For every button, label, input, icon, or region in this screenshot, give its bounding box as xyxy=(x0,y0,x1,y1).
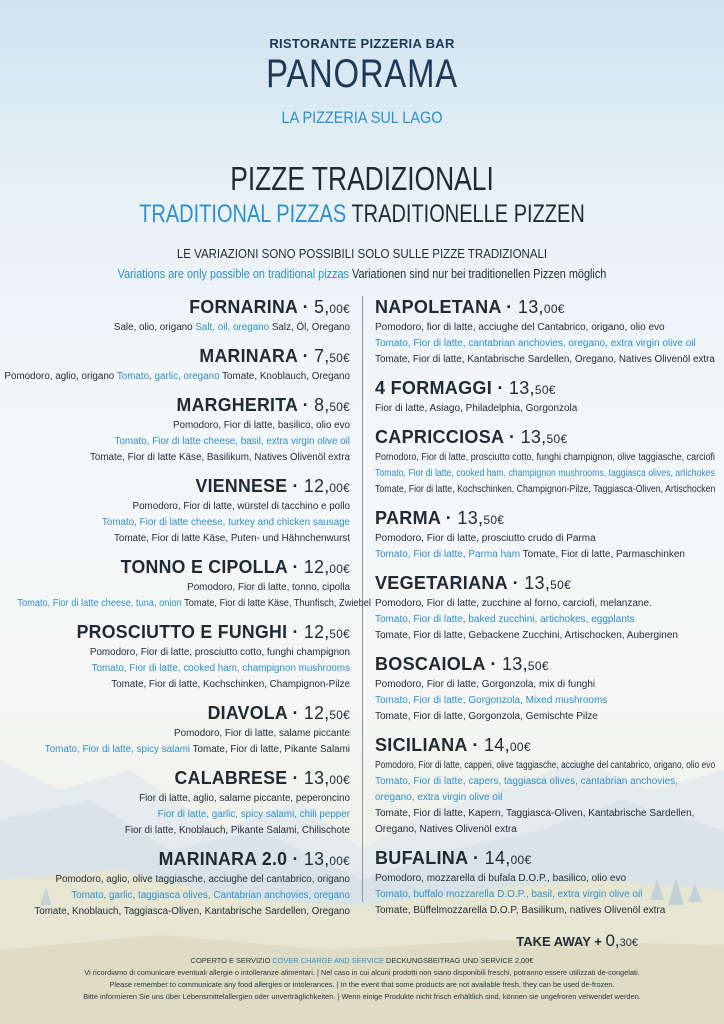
pizza-name: FORNARINA xyxy=(189,297,298,317)
pizza-name: MARGHERITA xyxy=(176,395,298,415)
pizza-item-prosciutto-e-funghi xyxy=(0,621,350,693)
allergy-note-en: Please remember to communicate any food allergies or intolerances. | In the event that some products are not available fresh, they can be used de-frozen. xyxy=(109,980,615,989)
pizza-price-cents: 00€ xyxy=(510,853,532,867)
variations-note-en: Variations are only possible on traditional pizzas xyxy=(117,267,349,281)
ingredients-text: Fior di latte, Asiago, Philadelphia, Gorgonzola xyxy=(375,403,578,414)
ingredients-line xyxy=(0,418,350,434)
section-title: PIZZE TRADIZIONALI xyxy=(230,160,494,197)
pizza-title xyxy=(375,847,715,871)
pizza-price: 14, xyxy=(484,848,511,868)
pizza-title xyxy=(375,572,715,596)
pizza-name: BOSCAIOLA xyxy=(375,654,486,674)
pizza-price: 12, xyxy=(303,557,330,577)
pizza-title xyxy=(375,377,715,401)
pizza-price-cents: 00€ xyxy=(329,481,350,495)
pizza-item-viennese xyxy=(0,475,350,547)
pizza-price: 13, xyxy=(524,573,551,593)
pizza-item-calabrese xyxy=(0,767,350,839)
menu-column-right xyxy=(375,296,715,928)
ingredients-text: Pomodoro, Fior di latte, prosciutto cotto, funghi champignon xyxy=(89,647,351,658)
ingredients-translation: Tomato, Fior di latte cheese, turkey and chicken sausage xyxy=(101,517,350,528)
ingredients-text: Pomodoro, Fior di latte, zucchine al forno, carciofi, melanzane. xyxy=(375,598,652,609)
pizza-name: CAPRICCIOSA xyxy=(375,427,504,447)
ingredients-text: Tomate, Fior di latte, Kantabrische Sardellen, Oregano, Natives Olivenöl extra xyxy=(375,354,715,365)
variations-note-de: Variationen sind nur bei traditionellen Pizzen möglich xyxy=(352,267,607,281)
price-separator: · xyxy=(287,768,304,788)
ingredients-line xyxy=(375,352,715,368)
pizza-title xyxy=(0,621,350,645)
pizza-price-cents: 50€ xyxy=(527,659,549,673)
pizza-name: PROSCIUTTO E FUNGHI xyxy=(76,622,288,642)
allergy-note-it: Vi ricordiamo di comunicare eventuali allergie o intolleranze alimentari. | Nel caso in cui alcuni prodotti non siano disponibili freschi, potranno essere utilizzati de-congelati. xyxy=(84,968,640,977)
price-separator: · xyxy=(297,297,315,317)
pizza-title xyxy=(375,734,715,758)
pizza-price: 8, xyxy=(314,395,330,415)
ingredients-text: Pomodoro, aglio, origano xyxy=(4,371,117,382)
ingredients-translation: Tomato, Fior di latte, baked zucchini, artichokes, eggplants xyxy=(375,614,635,625)
ingredients-text: Tomate, Knoblauch, Oregano xyxy=(219,371,350,382)
pizza-name: NAPOLETANA xyxy=(375,297,501,317)
ingredients-text: Tomate, Fior di latte, Kochschinken, Champignon-Pilze xyxy=(111,679,351,690)
ingredients-text: Pomodoro, Fior di latte, capperi, olive taggiasche, acciughe del cantabrico, origano, olio evo xyxy=(375,760,716,771)
ingredients-line xyxy=(375,903,715,919)
pizza-item-vegetariana xyxy=(375,572,715,644)
menu-column-left xyxy=(0,296,371,929)
ingredients-line xyxy=(375,628,715,644)
variations-note-it: LE VARIAZIONI SONO POSSIBILI SOLO SULLE PIZZE TRADIZIONALI xyxy=(176,247,548,261)
pizza-name: 4 FORMAGGI xyxy=(375,378,493,398)
ingredients-translation: Tomato, Fior di latte, spicy salami xyxy=(44,744,191,755)
ingredients-line xyxy=(375,758,716,774)
pizza-price-cents: 00€ xyxy=(329,773,350,787)
takeaway-price: 0, xyxy=(605,931,620,950)
pizza-title xyxy=(0,475,350,499)
pizza-price-cents: 50€ xyxy=(329,400,350,414)
ingredients-line xyxy=(375,871,715,887)
ingredients-line xyxy=(0,499,350,515)
ingredients-text: Fior di latte, Knoblauch, Pikante Salami, Chilischote xyxy=(124,825,350,836)
ingredients-line xyxy=(375,401,715,417)
ingredients-text: Tomate, Fior di latte, Pikante Salami xyxy=(190,744,350,755)
pizza-price: 13, xyxy=(303,768,330,788)
pizza-price-cents: 50€ xyxy=(546,432,568,446)
ingredients-line xyxy=(375,612,715,628)
ingredients-line xyxy=(0,434,350,450)
price-separator: · xyxy=(287,476,304,496)
ingredients-text: Tomate, Büffelmozzarella D.O.P, Basilikum, natives Olivenöl extra xyxy=(375,905,666,916)
pizza-item-bufalina xyxy=(375,847,715,919)
ingredients-translation: oregano, extra virgin olive oil xyxy=(375,792,503,803)
ingredients-text: Tomate, Fior di latte, Kapern, Taggiasca-Oliven, Kantabrische Sardellen, xyxy=(375,808,695,819)
ingredients-line xyxy=(0,450,350,466)
ingredients-translation: Tomato, Fior di latte, cooked ham, champignon mushrooms, taggiasca olives, artichokes xyxy=(375,468,715,479)
ingredients-text: Tomate, Fior di latte, Gebackene Zucchini, Artischocken, Auberginen xyxy=(375,630,678,641)
ingredients-translation: Tomato, Fior di latte cheese, basil, extra virgin olive oil xyxy=(114,436,350,447)
pizza-title xyxy=(0,848,350,872)
pizza-price: 5, xyxy=(314,297,330,317)
ingredients-text: Salz, Öl, Oregano xyxy=(269,322,350,333)
ingredients-line xyxy=(375,822,715,838)
pizza-price-cents: 00€ xyxy=(509,740,531,754)
section-subtitle xyxy=(72,200,651,229)
variations-note xyxy=(47,267,677,281)
ingredients-text: Pomodoro, Fior di latte, salame piccante xyxy=(174,728,350,739)
pizza-price-cents: 50€ xyxy=(483,513,505,527)
pizza-price-cents: 00€ xyxy=(329,562,350,576)
ingredients-line xyxy=(375,693,715,709)
pizza-item-parma xyxy=(375,507,715,563)
pizza-price: 12, xyxy=(303,703,330,723)
ingredients-line xyxy=(0,369,350,385)
pizza-item-marinara-2-0 xyxy=(0,848,350,920)
ingredients-translation: Tomato, garlic, oregano xyxy=(116,371,220,382)
pizza-name: SICILIANA xyxy=(375,735,468,755)
ingredients-text: Pomodoro, Fior di latte, prosciutto crudo di Parma xyxy=(375,533,596,544)
ingredients-line xyxy=(0,661,350,677)
pizza-item-margherita xyxy=(0,394,350,466)
pizza-price: 7, xyxy=(314,346,330,366)
pizza-name: DIAVOLA xyxy=(207,703,288,723)
pizza-item-tonno-e-cipolla xyxy=(0,556,371,612)
pizza-title xyxy=(375,507,715,531)
price-separator: · xyxy=(485,654,502,674)
pizza-name: MARINARA 2.0 xyxy=(158,849,288,869)
cover-charge-en: COVER CHARGE AND SERVICE xyxy=(272,956,384,965)
ingredients-text: Pomodoro, Fior di latte, basilico, olio evo xyxy=(172,420,350,431)
pizza-price: 13, xyxy=(508,378,535,398)
pizza-item-diavola xyxy=(0,702,350,758)
ingredients-line xyxy=(0,807,350,823)
ingredients-translation: Tomato, Fior di latte, Parma ham xyxy=(375,549,521,560)
ingredients-line xyxy=(375,482,716,498)
pizza-title xyxy=(0,767,350,791)
ingredients-line xyxy=(375,450,716,466)
price-separator: · xyxy=(467,848,485,868)
ingredients-line xyxy=(0,580,350,596)
pizza-item-marinara xyxy=(0,345,350,385)
ingredients-text: Pomodoro, Fior di latte, prosciutto cotto, funghi champignon, olive taggiasche, carciofi xyxy=(375,452,716,463)
pizza-price-cents: 00€ xyxy=(543,302,565,316)
ingredients-line xyxy=(375,336,715,352)
ingredients-line xyxy=(0,531,350,547)
pizza-title xyxy=(0,345,350,369)
pizza-name: VIENNESE xyxy=(195,476,288,496)
pizza-name: MARINARA xyxy=(199,346,298,366)
ingredients-line xyxy=(17,596,371,612)
ingredients-line xyxy=(0,823,350,839)
ingredients-line xyxy=(0,904,350,920)
pizza-price: 13, xyxy=(520,427,547,447)
ingredients-text: Pomodoro, Fior di latte, tonno, cipolla xyxy=(187,582,350,593)
price-separator: · xyxy=(287,622,304,642)
pizza-price: 13, xyxy=(457,508,484,528)
ingredients-line xyxy=(0,645,350,661)
ingredients-text: Pomodoro, fior di latte, acciughe del Cantabrico, origano, olio evo xyxy=(375,322,665,333)
pizza-item-4-formaggi xyxy=(375,377,715,417)
ingredients-line xyxy=(375,677,715,693)
ingredients-line xyxy=(375,596,715,612)
price-separator: · xyxy=(503,427,521,447)
ingredients-translation: Fior di latte, garlic, spicy salami, chili pepper xyxy=(157,809,350,820)
ingredients-translation: Salt, oil, oregano xyxy=(195,322,270,333)
price-separator: · xyxy=(287,703,304,723)
ingredients-translation: Tomato, garlic, taggiasca olives, Cantabrian anchovies, oregano xyxy=(71,890,351,901)
pizza-title xyxy=(0,702,350,726)
takeaway-currency: 30€ xyxy=(619,937,638,949)
pizza-title xyxy=(0,394,350,418)
pizza-price: 14, xyxy=(483,735,510,755)
price-separator: · xyxy=(507,573,525,593)
cover-charge-line xyxy=(0,955,724,966)
ingredients-line xyxy=(0,872,350,888)
pizza-price-cents: 50€ xyxy=(534,383,556,397)
pizza-price-cents: 00€ xyxy=(329,854,350,868)
ingredients-text: Oregano, Natives Olivenöl extra xyxy=(375,824,517,835)
ingredients-line xyxy=(0,320,350,336)
ingredients-line xyxy=(375,774,715,790)
pizza-item-siciliana xyxy=(375,734,715,838)
cover-charge-de: DECKUNGSBEITRAG UND SERVICE 2,00€ xyxy=(383,956,534,965)
takeaway-label: TAKE AWAY + xyxy=(516,934,606,949)
ingredients-text: Tomate, Fior di latte, Gorgonzola, Gemischte Pilze xyxy=(375,711,598,722)
ingredients-line xyxy=(375,887,715,903)
pizza-name: BUFALINA xyxy=(375,848,468,868)
ingredients-text: Fior di latte, aglio, salame piccante, peperoncino xyxy=(139,793,350,804)
pizza-price: 12, xyxy=(303,476,330,496)
ingredients-line xyxy=(375,466,715,482)
ingredients-line xyxy=(375,547,715,563)
pizza-title xyxy=(375,653,715,677)
ingredients-text: Pomodoro, aglio, olive taggiasche, acciughe del cantabrico, origano xyxy=(55,874,351,885)
ingredients-translation: Tomato, Fior di latte cheese, tuna, onion xyxy=(17,598,182,609)
pizza-price: 13, xyxy=(501,654,528,674)
price-separator: · xyxy=(297,395,315,415)
pizza-price-cents: 50€ xyxy=(329,351,350,365)
ingredients-line xyxy=(375,531,715,547)
pizza-name: PARMA xyxy=(375,508,441,528)
section-subtitle-en: TRADITIONAL PIZZAS xyxy=(139,200,347,228)
pizza-price: 13, xyxy=(303,849,330,869)
pizza-title xyxy=(375,426,715,450)
takeaway-surcharge xyxy=(516,931,638,951)
pizza-name: CALABRESE xyxy=(174,768,288,788)
pizza-price-cents: 50€ xyxy=(329,708,350,722)
pizza-name: VEGETARIANA xyxy=(375,573,508,593)
restaurant-tagline: LA PIZZERIA SUL LAGO xyxy=(281,108,443,127)
ingredients-text: Tomate, Fior di latte Käse, Thunfisch, Zwiebel xyxy=(181,598,371,609)
ingredients-line xyxy=(375,806,715,822)
ingredients-line xyxy=(375,790,715,806)
ingredients-line xyxy=(0,677,350,693)
section-subtitle-de: TRADITIONELLE PIZZEN xyxy=(351,200,585,228)
ingredients-text: Pomodoro, Fior di latte, Gorgonzola, mix di funghi xyxy=(375,679,596,690)
price-separator: · xyxy=(501,297,518,317)
ingredients-text: Sale, olio, origano xyxy=(113,322,196,333)
ingredients-text: Pomodoro, Fior di latte, würstel di tacchino e pollo xyxy=(132,501,350,512)
pizza-title xyxy=(0,556,350,580)
ingredients-line xyxy=(0,791,350,807)
price-separator: · xyxy=(492,378,509,398)
price-separator: · xyxy=(297,346,315,366)
pizza-item-boscaiola xyxy=(375,653,715,725)
ingredients-translation: Tomato, buffalo mozzarella D.O.P., basil, extra virgin olive oil xyxy=(375,889,643,900)
ingredients-translation: Tomato, Fior di latte, cooked ham, champignon mushrooms xyxy=(91,663,351,674)
ingredients-translation: Tomato, Fior di latte, Gorgonzola, Mixed mushrooms xyxy=(375,695,608,706)
ingredients-line xyxy=(0,726,350,742)
restaurant-type: RISTORANTE PIZZERIA BAR xyxy=(269,36,455,51)
ingredients-translation: Tomato, Fior di latte, capers, taggiasca olives, cantabrian anchovies, xyxy=(375,776,678,787)
pizza-price-cents: 50€ xyxy=(329,627,350,641)
pizza-price-cents: 00€ xyxy=(329,302,350,316)
price-separator: · xyxy=(467,735,484,755)
pizza-name: TONNO E CIPOLLA xyxy=(120,557,288,577)
restaurant-name: PANORAMA xyxy=(266,52,458,96)
pizza-title xyxy=(375,296,715,320)
price-separator: · xyxy=(287,557,304,577)
ingredients-translation: Tomato, Fior di latte, cantabrian anchovies, oregano, extra virgin olive oil xyxy=(375,338,696,349)
ingredients-text: Tomate, Fior di latte Käse, Puten- und Hähnchenwurst xyxy=(113,533,350,544)
pizza-price: 12, xyxy=(303,622,330,642)
ingredients-line xyxy=(375,709,715,725)
pizza-item-capricciosa xyxy=(375,426,715,498)
ingredients-line xyxy=(0,515,350,531)
pizza-item-napoletana xyxy=(375,296,715,368)
price-separator: · xyxy=(440,508,458,528)
pizza-price-cents: 50€ xyxy=(550,578,572,592)
ingredients-text: Tomate, Fior di latte, Kochschinken, Champignon-Pilze, Taggiasca-Oliven, Artischocken xyxy=(375,484,716,495)
ingredients-line xyxy=(0,742,350,758)
ingredients-text: Tomate, Fior di latte Käse, Basilikum, Natives Olivenöl extra xyxy=(89,452,351,463)
cover-charge-it: COPERTO E SERVIZIO xyxy=(190,956,273,965)
ingredients-text: Tomate, Fior di latte, Parmaschinken xyxy=(520,549,685,560)
pizza-item-fornarina xyxy=(0,296,350,336)
ingredients-line xyxy=(0,888,350,904)
price-separator: · xyxy=(287,849,304,869)
ingredients-text: Pomodoro, mozzarella di bufala D.O.P., basilico, olio evo xyxy=(375,873,627,884)
ingredients-text: Tomate, Knoblauch, Taggiasca-Oliven, Kantabrische Sardellen, Oregano xyxy=(34,906,351,917)
allergy-note-de: Bitte informieren Sie uns über Lebensmittelallergien oder unverträglichkeiten. | Wenn einige Produkte nicht frisch erhältlich sind, können sie ungefroren verwendet werden. xyxy=(83,992,641,1001)
ingredients-line xyxy=(375,320,715,336)
pizza-price: 13, xyxy=(517,297,544,317)
pizza-title xyxy=(0,296,350,320)
